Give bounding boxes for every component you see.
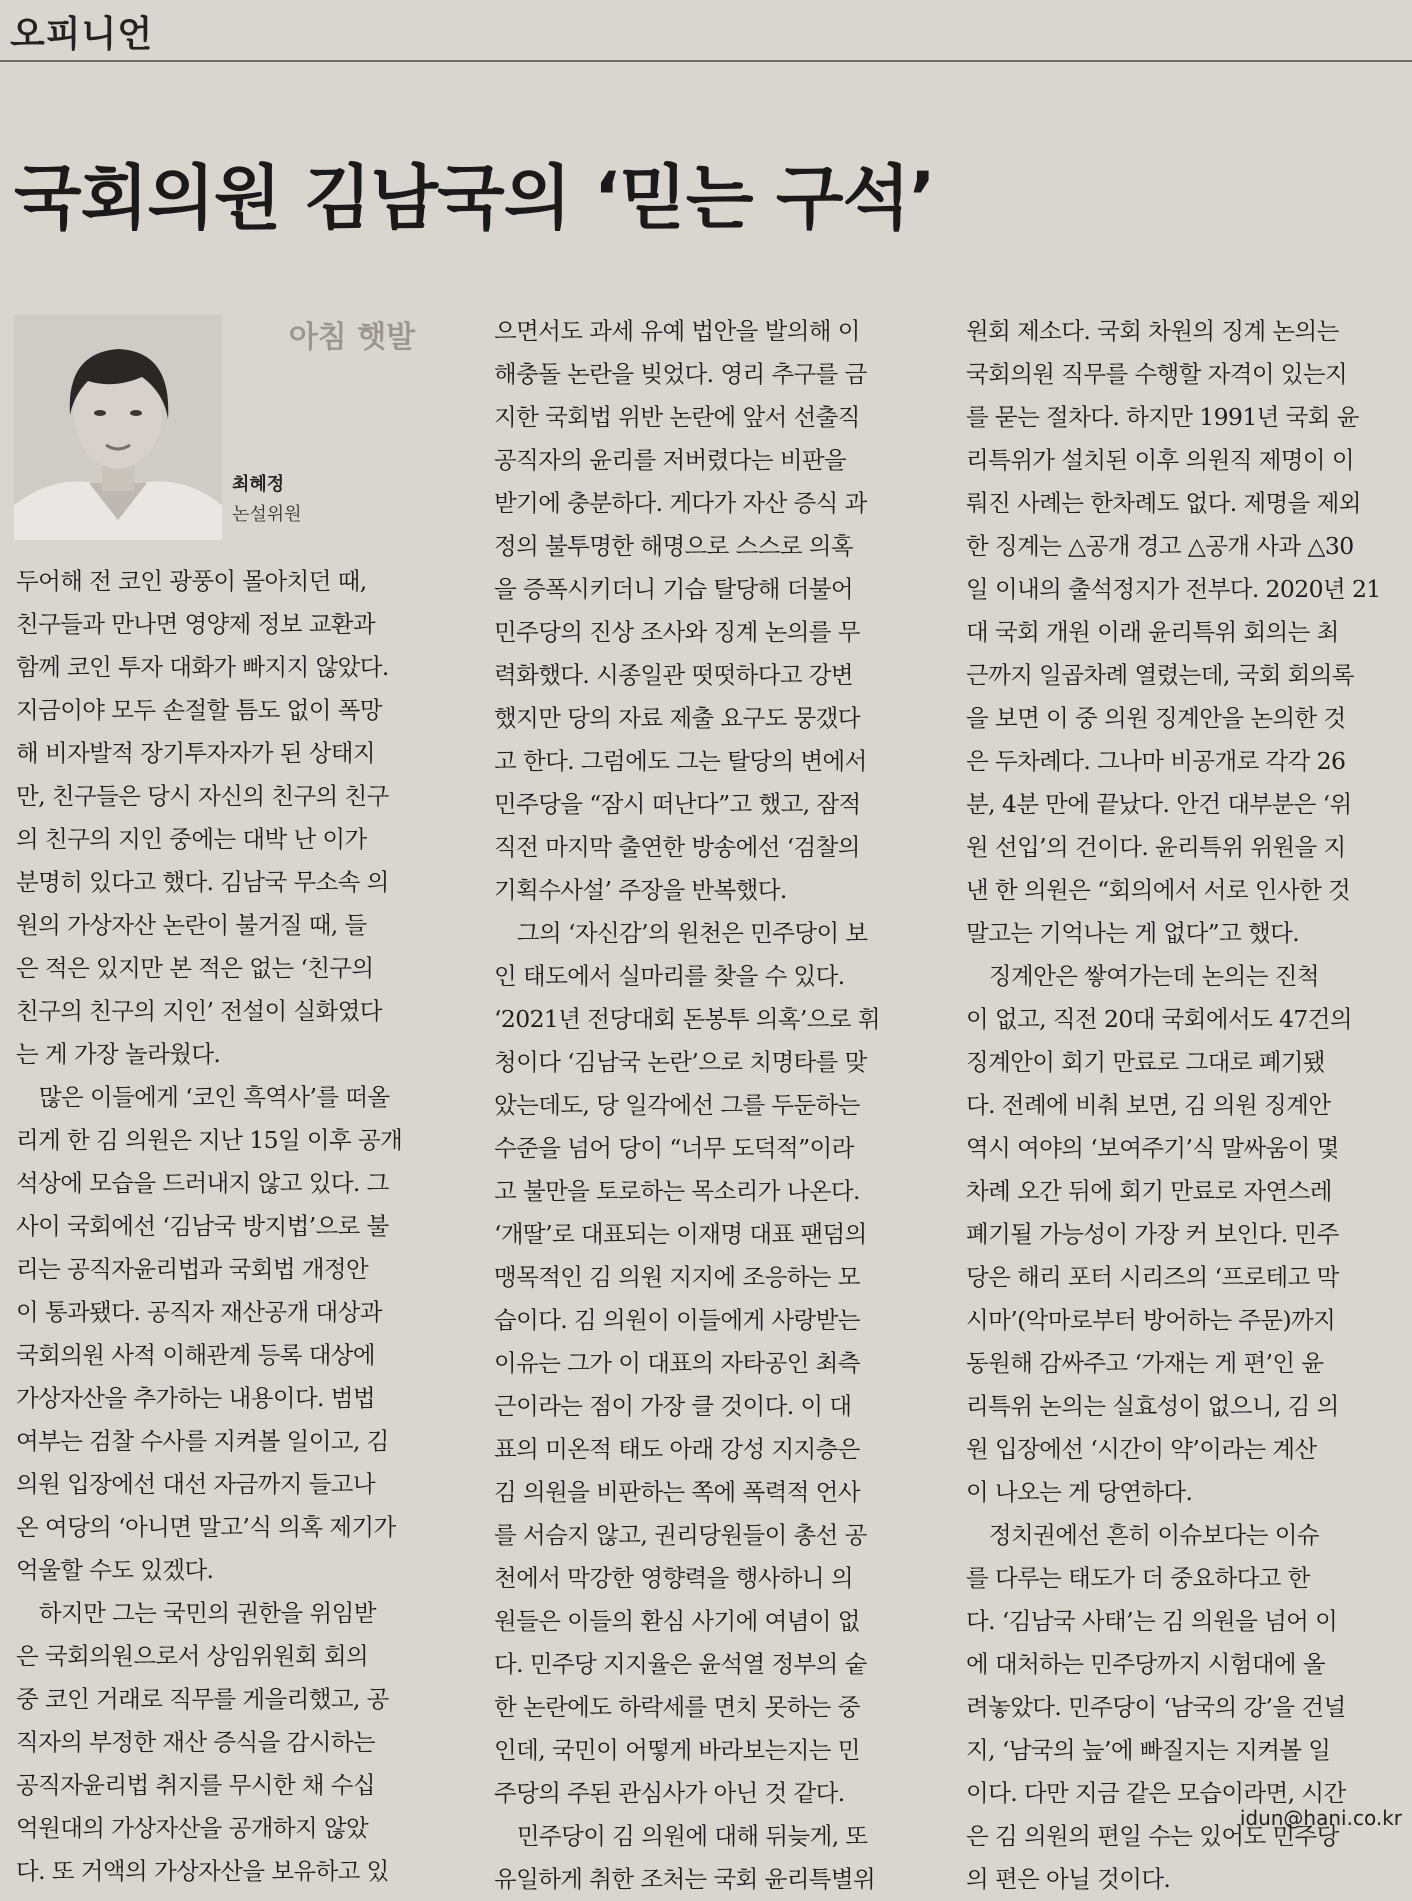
article-line: 가상자산을 추가하는 내용이다. 범법 <box>16 1384 375 1412</box>
article-line: 친구들과 만나면 영양제 정보 교환과 <box>16 610 375 638</box>
article-line: 주당의 주된 관심사가 아닌 것 같다. <box>494 1779 845 1807</box>
article-line: 청이다 ‘김남국 논란’으로 치명타를 맞 <box>494 1048 867 1076</box>
article-line: 당은 해리 포터 시리즈의 ‘프로테고 막 <box>966 1263 1339 1291</box>
article-line: 시마’(악마로부터 방어하는 주문)까지 <box>966 1306 1336 1334</box>
article-line: 았는데도, 당 일각에선 그를 두둔하는 <box>494 1091 860 1119</box>
author-email: idun@hani.co.kr <box>1239 1806 1402 1830</box>
article-line: 하지만 그는 국민의 권한을 위임받 <box>16 1599 376 1627</box>
article-line: 말고는 기억나는 게 없다”고 했다. <box>966 919 1300 947</box>
article-line: 분, 4분 만에 끝났다. 안건 대부분은 ‘위 <box>966 790 1352 818</box>
article-line: ‘2021년 전당대회 돈봉투 의혹’으로 휘 <box>494 1005 880 1033</box>
article-line: 한 징계는 △공개 경고 △공개 사과 △30 <box>966 532 1354 560</box>
article-line: 국회의원 직무를 수행할 자격이 있는지 <box>966 360 1348 388</box>
column-name: 아침 햇발 <box>288 320 416 355</box>
article-column-3 <box>966 310 1402 1901</box>
article-line: 공직자의 윤리를 저버렸다는 비판을 <box>494 446 847 474</box>
article-line: 다. 또 거액의 가상자산을 보유하고 있 <box>16 1857 389 1885</box>
article-line: 를 다루는 태도가 더 중요하다고 한 <box>966 1564 1310 1592</box>
article-line: 력화했다. 시종일관 떳떳하다고 강변 <box>494 661 853 689</box>
article-line: 중 코인 거래로 직무를 게을리했고, 공 <box>16 1685 389 1713</box>
article-line: 지금이야 모두 손절할 틈도 없이 폭망 <box>16 696 382 724</box>
article-line: 뤄진 사례는 한차례도 없다. 제명을 제외 <box>966 489 1361 517</box>
article-line: 일 이내의 출석정지가 전부다. 2020년 21 <box>966 575 1381 603</box>
article-line: 원회 제소다. 국회 차원의 징계 논의는 <box>966 317 1339 345</box>
article-line: 습이다. 김 의원이 이들에게 사랑받는 <box>494 1306 860 1334</box>
article-line: 기획수사설’ 주장을 반복했다. <box>494 876 787 904</box>
article-line: 석상에 모습을 드러내지 않고 있다. 그 <box>16 1169 389 1197</box>
article-line: 온 여당의 ‘아니면 말고’식 의혹 제기가 <box>16 1513 396 1541</box>
article-line: 만, 친구들은 당시 자신의 친구의 친구 <box>16 782 389 810</box>
article-line: 을 증폭시키더니 기습 탈당해 더불어 <box>494 575 853 603</box>
article-line: 고 한다. 그럼에도 그는 탈당의 변에서 <box>494 747 867 775</box>
article-line: ‘개딸’로 대표되는 이재명 대표 팬덤의 <box>494 1220 867 1248</box>
article-line: 징계안이 회기 만료로 그대로 폐기됐 <box>966 1048 1325 1076</box>
article-line: 여부는 검찰 수사를 지켜볼 일이고, 김 <box>16 1427 389 1455</box>
article-line: 그의 ‘자신감’의 원천은 민주당이 보 <box>494 919 868 947</box>
article-line: 고 불만을 토로하는 목소리가 나온다. <box>494 1177 860 1205</box>
article-line: 억울할 수도 있겠다. <box>16 1556 214 1584</box>
article-line: 역시 여야의 ‘보여주기’식 말싸움이 몇 <box>966 1134 1339 1162</box>
article-line: 으면서도 과세 유예 법안을 발의해 이 <box>494 317 860 345</box>
article-line: 리특위 논의는 실효성이 없으니, 김 의 <box>966 1392 1339 1420</box>
article-line: 이다. 다만 지금 같은 모습이라면, 시간 <box>966 1779 1346 1807</box>
article-line: 민주당이 김 의원에 대해 뒤늦게, 또 <box>494 1822 868 1850</box>
article-line: 했지만 당의 자료 제출 요구도 뭉갰다 <box>494 704 860 732</box>
article-line: 리게 한 김 의원은 지난 15일 이후 공개 <box>16 1126 403 1154</box>
article-line: 해충돌 논란을 빚었다. 영리 추구를 금 <box>494 360 867 388</box>
article-line: 민주당의 진상 조사와 징계 논의를 무 <box>494 618 860 646</box>
article-line: 다. 전례에 비춰 보면, 김 의원 징계안 <box>966 1091 1331 1119</box>
article-line: 려놓았다. 민주당이 ‘남국의 강’을 건널 <box>966 1693 1346 1721</box>
article-line: 함께 코인 투자 대화가 빠지지 않았다. <box>16 653 389 681</box>
article-line: 공직자윤리법 취지를 무시한 채 수십 <box>16 1771 375 1799</box>
article-line: 리는 공직자윤리법과 국회법 개정안 <box>16 1255 369 1283</box>
article-line: 이 없고, 직전 20대 국회에서도 47건의 <box>966 1005 1352 1033</box>
article-line: 징계안은 쌓여가는데 논의는 진척 <box>966 962 1319 990</box>
article-line: 해 비자발적 장기투자자가 된 상태지 <box>16 739 375 767</box>
article-line: 두어해 전 코인 광풍이 몰아치던 때, <box>16 567 367 595</box>
article-line: 받기에 충분하다. 게다가 자산 증식 과 <box>494 489 867 517</box>
article-line: 이 통과됐다. 공직자 재산공개 대상과 <box>16 1298 382 1326</box>
article-line: 리특위가 설치된 이후 의원직 제명이 이 <box>966 446 1354 474</box>
author-photo <box>14 315 222 540</box>
article-line: 근까지 일곱차례 열렸는데, 국회 회의록 <box>966 661 1354 689</box>
article-line: 대 국회 개원 이래 윤리특위 회의는 최 <box>966 618 1339 646</box>
article-line: 표의 미온적 태도 아래 강성 지지층은 <box>494 1435 860 1463</box>
article-line: 분명히 있다고 했다. 김남국 무소속 의 <box>16 868 389 896</box>
article-line: 를 서슴지 않고, 권리당원들이 총선 공 <box>494 1521 867 1549</box>
article-line: 동원해 감싸주고 ‘가재는 게 편’인 윤 <box>966 1349 1324 1377</box>
article-line: 은 김 의원의 편일 수는 있어도 민주당 <box>966 1822 1339 1850</box>
article-line: 맹목적인 김 의원 지지에 조응하는 모 <box>494 1263 860 1291</box>
article-line: 인데, 국민이 어떻게 바라보는지는 민 <box>494 1736 860 1764</box>
article-line: 민주당을 “잠시 떠난다”고 했고, 잠적 <box>494 790 861 818</box>
article-line: 낸 한 의원은 “회의에서 서로 인사한 것 <box>966 876 1351 904</box>
article-line: 차례 오간 뒤에 회기 만료로 자연스레 <box>966 1177 1332 1205</box>
article-line: 많은 이들에게 ‘코인 흑역사’를 떠올 <box>16 1083 390 1111</box>
article-line: 은 국회의원으로서 상임위원회 회의 <box>16 1642 369 1670</box>
article-line: 폐기될 가능성이 가장 커 보인다. 민주 <box>966 1220 1339 1248</box>
article-line: 정치권에선 흔히 이슈보다는 이슈 <box>966 1521 1319 1549</box>
article-line: 인 태도에서 실마리를 찾을 수 있다. <box>494 962 845 990</box>
article-line: 이유는 그가 이 대표의 자타공인 최측 <box>494 1349 860 1377</box>
article-line: 직자의 부정한 재산 증식을 감시하는 <box>16 1728 375 1756</box>
author-name: 최혜정 <box>232 474 285 495</box>
article-line: 의 편은 아닐 것이다. <box>966 1865 1171 1893</box>
article-line: 한 논란에도 하락세를 면치 못하는 중 <box>494 1693 860 1721</box>
article-line: 은 두차례다. 그나마 비공개로 각각 26 <box>966 747 1346 775</box>
headline: 국회의원 김남국의 ‘믿는 구석’ <box>14 157 935 239</box>
article-column-2 <box>494 310 944 1901</box>
article-line: 지, ‘남국의 늪’에 빠질지는 지켜볼 일 <box>966 1736 1331 1764</box>
article-column-1 <box>16 560 471 1893</box>
article-line: 지한 국회법 위반 논란에 앞서 선출직 <box>494 403 860 431</box>
article-line: 천에서 막강한 영향력을 행사하니 의 <box>494 1564 853 1592</box>
article-line: 원들은 이들의 환심 사기에 여념이 없 <box>494 1607 860 1635</box>
article-line: 을 보면 이 중 의원 징계안을 논의한 것 <box>966 704 1346 732</box>
article-line: 이 나오는 게 당연하다. <box>966 1478 1193 1506</box>
article-line: 를 묻는 절차다. 하지만 1991년 국회 윤 <box>966 403 1359 431</box>
article-line: 국회의원 사적 이해관계 등록 대상에 <box>16 1341 375 1369</box>
article-line: 은 적은 있지만 본 적은 없는 ‘친구의 <box>16 954 374 982</box>
article-line: 는 게 가장 놀라웠다. <box>16 1040 221 1068</box>
article-line: 정의 불투명한 해명으로 스스로 의혹 <box>494 532 853 560</box>
article-line: 친구의 친구의 지인’ 전설이 실화였다 <box>16 997 382 1025</box>
article-line: 에 대처하는 민주당까지 시험대에 올 <box>966 1650 1325 1678</box>
article-line: 김 의원을 비판하는 쪽에 폭력적 언사 <box>494 1478 860 1506</box>
section-divider <box>0 60 1412 62</box>
article-line: 의원 입장에선 대선 자금까지 들고나 <box>16 1470 375 1498</box>
article-line: 원 선입’의 건이다. 윤리특위 위원을 지 <box>966 833 1346 861</box>
article-line: 원의 가상자산 논란이 불거질 때, 들 <box>16 911 367 939</box>
article-line: 의 친구의 지인 중에는 대박 난 이가 <box>16 825 367 853</box>
article-line: 억원대의 가상자산을 공개하지 않았 <box>16 1814 369 1842</box>
article-line: 수준을 넘어 당이 “너무 도덕적”이라 <box>494 1134 854 1162</box>
article-line: 원 입장에선 ‘시간이 약’이라는 계산 <box>966 1435 1317 1463</box>
article-line: 근이라는 점이 가장 클 것이다. 이 대 <box>494 1392 852 1420</box>
article-line: 유일하게 취한 조처는 국회 윤리특별위 <box>494 1865 876 1893</box>
article-line: 다. 민주당 지지율은 윤석열 정부의 숱 <box>494 1650 867 1678</box>
article-line: 직전 마지막 출연한 방송에선 ‘검찰의 <box>494 833 860 861</box>
article-line: 다. ‘김남국 사태’는 김 의원을 넘어 이 <box>966 1607 1338 1635</box>
section-label: 오피니언 <box>10 14 154 55</box>
author-title: 논설위원 <box>232 504 302 525</box>
article-line: 사이 국회에선 ‘김남국 방지법’으로 불 <box>16 1212 389 1240</box>
